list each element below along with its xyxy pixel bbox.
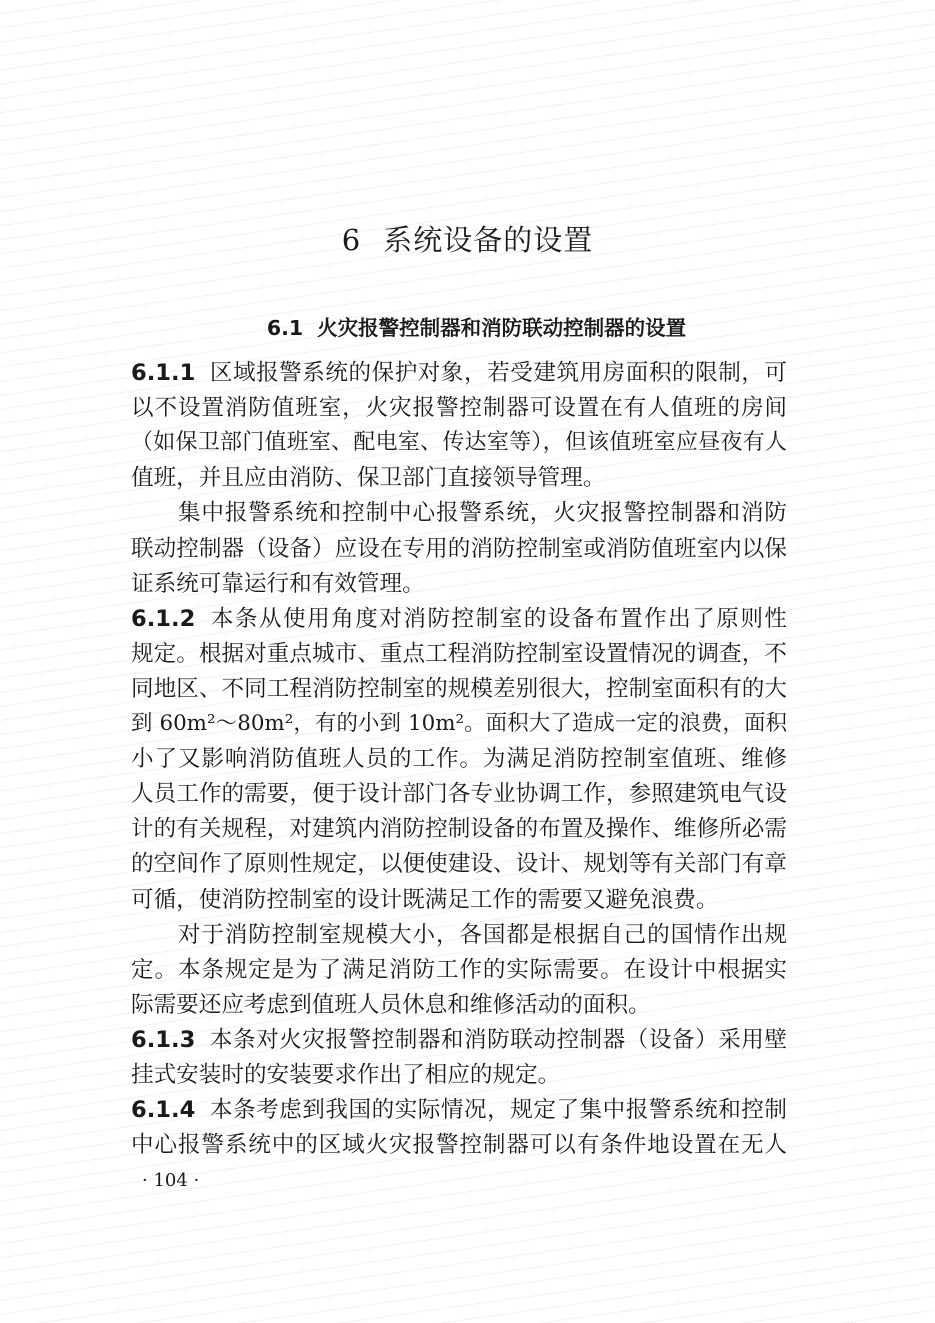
clause-number: 6.1.2 — [131, 605, 196, 632]
line-text: 人员工作的需要，便于设计部门各专业协调工作，参照建筑电气设 — [131, 781, 787, 808]
text-line — [131, 815, 787, 843]
line-text: 的空间作了原则性规定，以便使建设、设计、规划等有关部门有章 — [131, 851, 787, 878]
line-text: 定。本条规定是为了满足消防工作的实际需要。在设计中根据实 — [131, 956, 787, 983]
text-line — [131, 640, 787, 668]
section-number: 6.1 — [266, 316, 304, 340]
text-line — [131, 605, 787, 633]
text-line — [131, 780, 787, 808]
text-line — [131, 850, 787, 878]
line-text: 本条考虑到我国的实际情况，规定了集中报警系统和控制 — [209, 1097, 787, 1124]
line-text: 集中报警系统和控制中心报警系统，火灾报警控制器和消防 — [131, 500, 787, 527]
line-text: 同地区、不同工程消防控制室的规模差别很大，控制室面积有的大 — [131, 675, 787, 702]
text-line — [131, 956, 787, 984]
text-line — [131, 535, 787, 563]
clause-number: 6.1.1 — [131, 360, 196, 386]
clause-number: 6.1.3 — [131, 1026, 196, 1053]
line-text: 对于消防控制室规模大小，各国都是根据自己的国情作出规 — [131, 921, 787, 948]
text-line — [131, 921, 787, 949]
line-text: 区域报警系统的保护对象，若受建筑用房面积的限制，可 — [209, 360, 787, 386]
chapter-title — [0, 218, 935, 259]
text-line — [131, 991, 787, 1019]
line-text: 联动控制器（设备）应设在专用的消防控制室或消防值班室内以保 — [131, 535, 787, 562]
text-line — [131, 359, 787, 387]
text-line — [131, 1026, 787, 1054]
line-text: 到 60m²～80m²，有的小到 10m²。面积大了造成一定的浪费，面积 — [131, 711, 787, 736]
text-line — [131, 710, 787, 738]
text-line — [131, 745, 787, 773]
line-text: 中心报警系统中的区域火灾报警控制器可以有条件地设置在无人 — [131, 1132, 787, 1159]
line-text: 挂式安装时的安装要求作出了相应的规定。 — [131, 1062, 561, 1088]
text-line — [131, 464, 787, 492]
clause-number: 6.1.4 — [131, 1097, 196, 1124]
line-text: 以不设置消防值班室，火灾报警控制器可设置在有人值班的房间 — [131, 395, 787, 422]
line-text: 值班，并且应由消防、保卫部门直接领导管理。 — [131, 465, 606, 492]
chapter-number: 6 — [341, 223, 362, 257]
text-line — [131, 570, 787, 598]
text-line — [131, 886, 787, 914]
line-text: 可循，使消防控制室的设计既满足工作的需要又避免浪费。 — [131, 886, 719, 913]
line-text: 际需要还应考虑到值班人员休息和维修活动的面积。 — [131, 991, 651, 1018]
section-heading-text: 火灾报警控制器和消防联动控制器的设置 — [317, 316, 687, 340]
text-line — [131, 1131, 787, 1159]
text-line — [131, 394, 787, 422]
text-line — [131, 499, 787, 527]
page-number: · 104 · — [142, 1170, 200, 1191]
line-text: 本条对火灾报警控制器和消防联动控制器（设备）采用壁 — [209, 1026, 787, 1053]
line-text: 证系统可靠运行和有效管理。 — [131, 570, 425, 597]
text-line — [131, 429, 787, 457]
line-text: 计的有关规程，对建筑内消防控制设备的布置及操作、维修所必需 — [131, 816, 787, 843]
line-text: 小了又影响消防值班人员的工作。为满足消防控制室值班、维修 — [131, 746, 787, 773]
line-text: 本条从使用角度对消防控制室的设备布置作出了原则性 — [209, 605, 787, 632]
line-text: （如保卫部门值班室、配电室、传达室等），但该值班室应昼夜有人 — [131, 430, 787, 456]
section-title — [0, 311, 935, 341]
text-line — [131, 1096, 787, 1124]
chapter-heading-text: 系统设备的设置 — [383, 223, 594, 257]
line-text: 规定。根据对重点城市、重点工程消防控制室设置情况的调查，不 — [131, 640, 787, 667]
text-line — [131, 675, 787, 703]
text-line — [131, 1061, 787, 1089]
